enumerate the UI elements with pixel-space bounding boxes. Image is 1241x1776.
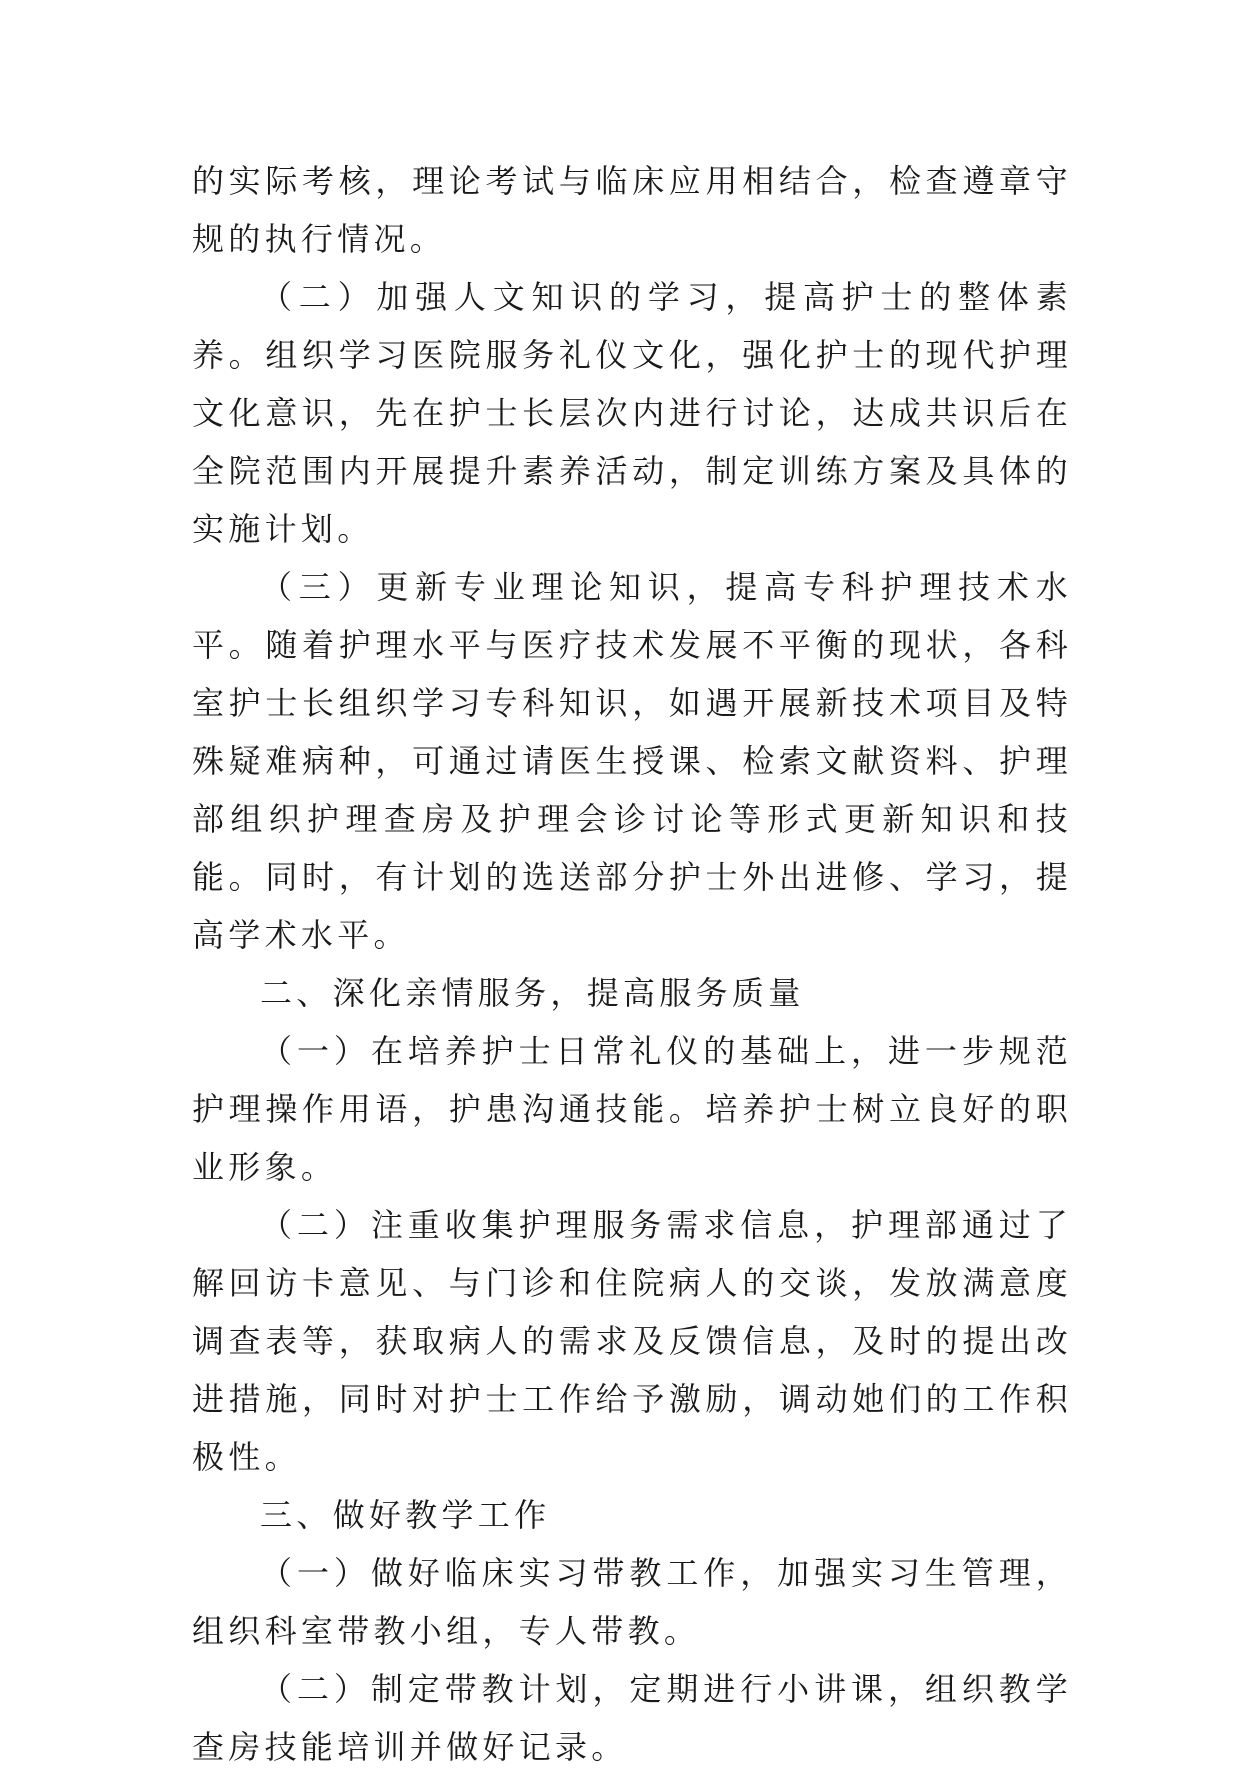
paragraph-etiquette: （一）在培养护士日常礼仪的基础上，进一步规范护理操作用语，护患沟通技能。培养护士树立良好的职业形象。 bbox=[192, 1032, 1072, 1186]
paragraph-professional-knowledge: （三）更新专业理论知识，提高专科护理技术水平。随着护理水平与医疗技术发展不平衡的现状，各科室护士长组织学习专科知识，如遇开展新技术项目及特殊疑难病种，可通过请医生授课、检索文献资料、护理部组织护理查房及护理会诊讨论等形式更新知识和技能。同时，有计划的选送部分护士外出进修、学习，提高学术水平。 bbox=[192, 568, 1072, 954]
paragraph-humanities-study: （二）加强人文知识的学习，提高护士的整体素养。组织学习医院服务礼仪文化，强化护士的现代护理文化意识，先在护士长层次内进行讨论，达成共识后在全院范围内开展提升素养活动，制定训练方案及具体的实施计划。 bbox=[192, 278, 1072, 548]
heading-section-3: 三、做好教学工作 bbox=[260, 1496, 551, 1534]
paragraph-teaching-plan: （二）制定带教计划，定期进行小讲课，组织教学查房技能培训并做好记录。 bbox=[192, 1670, 1072, 1766]
document-body bbox=[192, 152, 1072, 1776]
paragraph-clinical-teaching: （一）做好临床实习带教工作，加强实习生管理，组织科室带教小组，专人带教。 bbox=[192, 1554, 1072, 1650]
paragraph-feedback-collection: （二）注重收集护理服务需求信息，护理部通过了解回访卡意见、与门诊和住院病人的交谈，发放满意度调查表等，获取病人的需求及反馈信息，及时的提出改进措施，同时对护士工作给予激励，调动她们的工作积极性。 bbox=[192, 1206, 1072, 1476]
heading-section-2: 二、深化亲情服务，提高服务质量 bbox=[260, 974, 805, 1012]
paragraph-continuation: 的实际考核，理论考试与临床应用相结合，检查遵章守规的执行情况。 bbox=[192, 162, 1072, 258]
